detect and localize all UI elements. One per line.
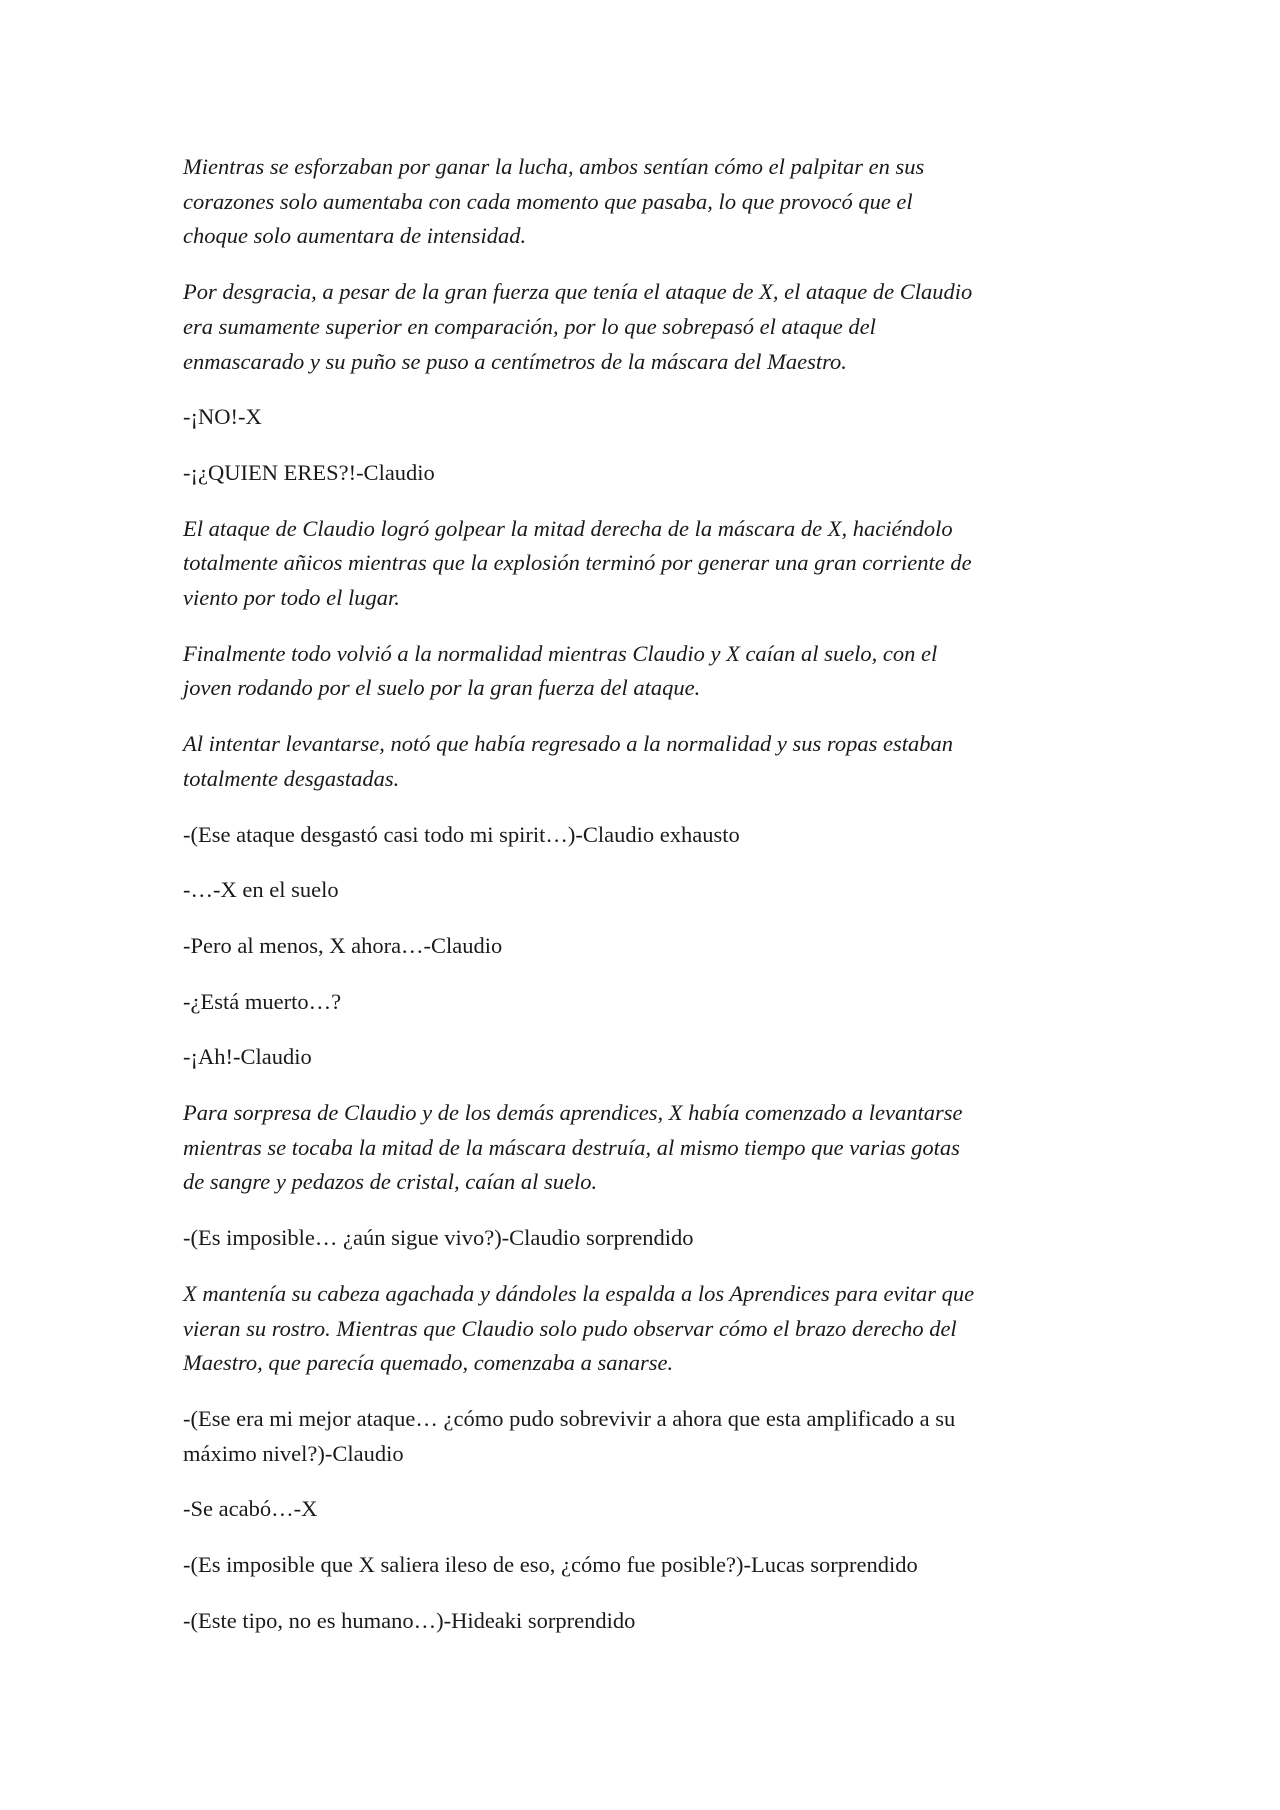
text-line: -Se acabó…-X	[183, 1496, 318, 1522]
narration-paragraph	[183, 275, 1123, 379]
text-line: totalmente desgastadas.	[183, 765, 400, 791]
dialogue-line	[183, 818, 1123, 853]
text-line: mientras se tocaba la mitad de la máscara destruía, al mismo tiempo que varias gotas	[183, 1134, 960, 1160]
text-line: Mientras se esforzaban por ganar la lucha, ambos sentían cómo el palpitar en sus	[183, 154, 925, 179]
text-line: X mantenía su cabeza agachada y dándoles la espalda a los Aprendices para evitar que	[183, 1280, 975, 1306]
text-line: -(Ese era mi mejor ataque… ¿cómo pudo sobrevivir a ahora que esta amplificado a su	[183, 1405, 956, 1431]
text-line: -¿Está muerto…?	[183, 988, 342, 1014]
text-line: vieran su rostro. Mientras que Claudio solo pudo observar cómo el brazo derecho del	[183, 1315, 957, 1341]
narration-paragraph	[183, 512, 1123, 616]
dialogue-line	[183, 1221, 1123, 1256]
text-line: corazones solo aumentaba con cada momento que pasaba, lo que provocó que el	[183, 188, 913, 214]
text-line: Al intentar levantarse, notó que había regresado a la normalidad y sus ropas estaban	[183, 731, 953, 757]
dialogue-line	[183, 400, 1123, 435]
dialogue-line	[183, 985, 1123, 1020]
dialogue-line	[183, 873, 1123, 908]
document-page	[183, 150, 1123, 1660]
text-line: Por desgracia, a pesar de la gran fuerza que tenía el ataque de X, el ataque de Claudio	[183, 279, 973, 305]
text-line: máximo nivel?)-Claudio	[183, 1440, 404, 1466]
text-line: -(Ese ataque desgastó casi todo mi spirit…)-Claudio exhausto	[183, 821, 740, 847]
text-line: -¡¿QUIEN ERES?!-Claudio	[183, 459, 435, 485]
dialogue-line	[183, 1040, 1123, 1075]
text-line: enmascarado y su puño se puso a centímetros de la máscara del Maestro.	[183, 348, 847, 374]
dialogue-line	[183, 1548, 1123, 1583]
narration-paragraph	[183, 150, 1123, 254]
narration-paragraph	[183, 727, 1123, 796]
text-line: Maestro, que parecía quemado, comenzaba a sanarse.	[183, 1350, 674, 1376]
text-line: choque solo aumentara de intensidad.	[183, 223, 527, 249]
dialogue-line	[183, 1492, 1123, 1527]
text-line: -(Es imposible que X saliera ileso de eso, ¿cómo fue posible?)-Lucas sorprendido	[183, 1552, 918, 1578]
text-line: -(Es imposible… ¿aún sigue vivo?)-Claudio sorprendido	[183, 1225, 694, 1251]
text-line: era sumamente superior en comparación, por lo que sobrepasó el ataque del	[183, 313, 876, 339]
narration-paragraph	[183, 1277, 1123, 1381]
narration-paragraph	[183, 1096, 1123, 1200]
text-line: Finalmente todo volvió a la normalidad mientras Claudio y X caían al suelo, con el	[183, 640, 938, 666]
text-line: -¡NO!-X	[183, 404, 262, 430]
dialogue-line	[183, 1402, 1123, 1471]
text-line: -¡Ah!-Claudio	[183, 1044, 312, 1070]
narration-paragraph	[183, 637, 1123, 706]
dialogue-line	[183, 929, 1123, 964]
text-line: joven rodando por el suelo por la gran fuerza del ataque.	[183, 675, 701, 701]
dialogue-line	[183, 1604, 1123, 1639]
text-line: El ataque de Claudio logró golpear la mitad derecha de la máscara de X, haciéndolo	[183, 515, 953, 541]
text-line: -…-X en el suelo	[183, 877, 339, 903]
text-line: de sangre y pedazos de cristal, caían al suelo.	[183, 1169, 598, 1195]
dialogue-line	[183, 456, 1123, 491]
text-line: totalmente añicos mientras que la explosión terminó por generar una gran corriente de	[183, 550, 972, 576]
text-line: Para sorpresa de Claudio y de los demás aprendices, X había comenzado a levantarse	[183, 1100, 963, 1126]
text-line: -Pero al menos, X ahora…-Claudio	[183, 932, 503, 958]
text-line: viento por todo el lugar.	[183, 585, 400, 611]
text-line: -(Este tipo, no es humano…)-Hideaki sorprendido	[183, 1607, 636, 1633]
